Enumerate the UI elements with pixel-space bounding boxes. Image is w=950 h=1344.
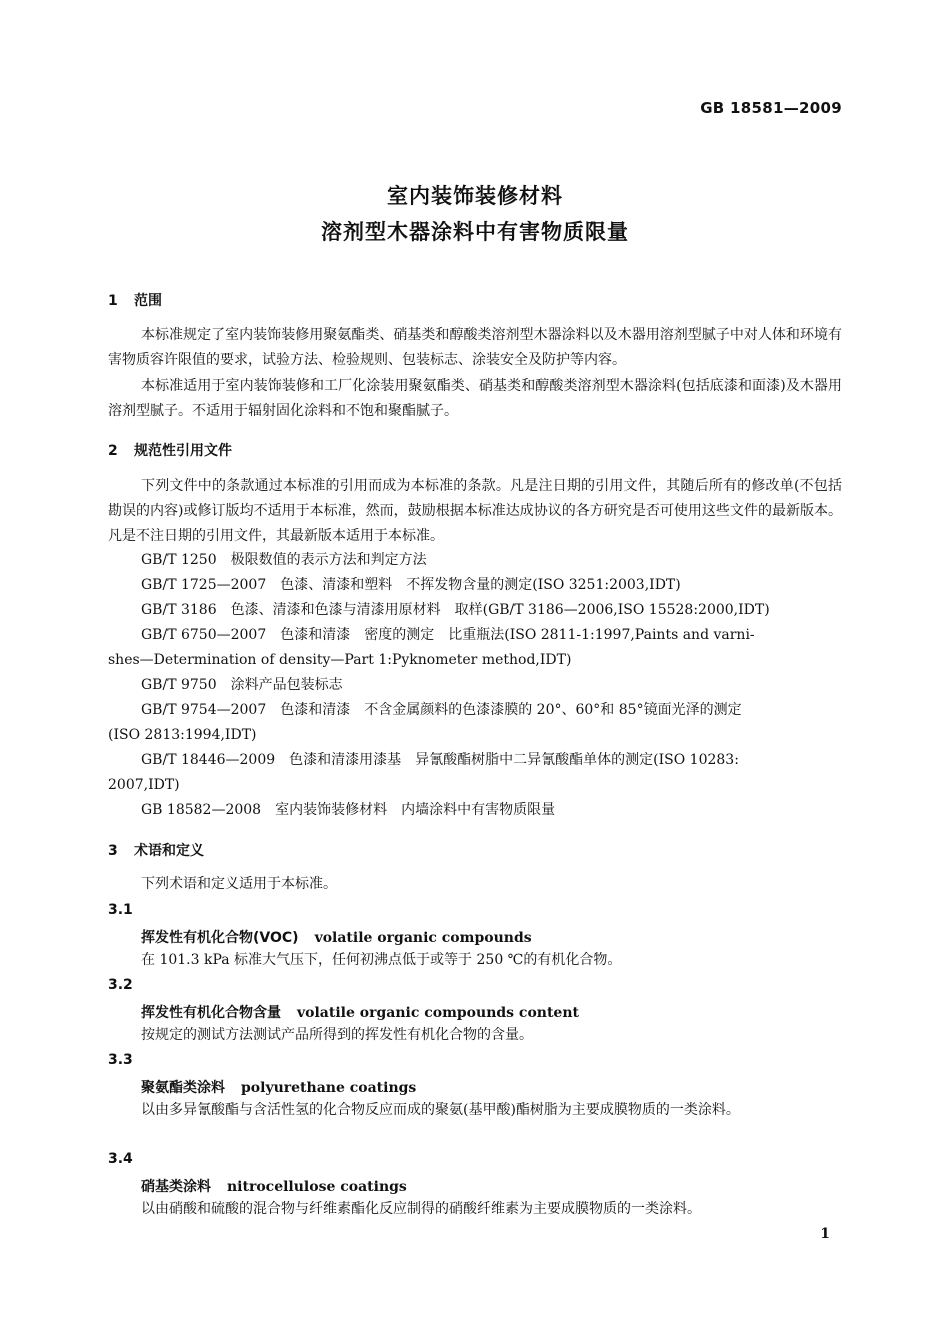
reference-item xyxy=(141,573,842,598)
term-cn: 挥发性有机化合物含量 xyxy=(141,1005,281,1021)
term-definition: 按规定的测试方法测试产品所得到的挥发性有机化合物的含量。 xyxy=(141,1027,533,1043)
reference-item-continuation: shes—Determination of density—Part 1:Pyknometer method,IDT) xyxy=(108,652,572,668)
reference-code: GB/T 1250 xyxy=(141,552,217,568)
title-line-2: 溶剂型木器涂料中有害物质限量 xyxy=(321,220,629,244)
reference-code: GB/T 3186 xyxy=(141,602,217,618)
reference-title: 色漆和清漆 密度的测定 比重瓶法(ISO 2811-1:1997,Paints and varni- xyxy=(280,627,755,643)
term-number: 3.1 xyxy=(108,902,133,918)
reference-code: GB 18582—2008 xyxy=(141,802,262,818)
term-en: polyurethane coatings xyxy=(241,1080,417,1096)
term-heading xyxy=(141,1002,579,1022)
term-heading xyxy=(141,1077,416,1097)
para-text: 下列文件中的条款通过本标准的引用而成为本标准的条款。凡是注日期的引用文件，其随后所有的修改单(不包括勘误的内容)或修订版均不适用于本标准，然而，鼓励根据本标准达成协议的各方研究是否可使用这些文件的最新版本。凡是不注日期的引用文件，其最新版本适用于本标准。 xyxy=(108,478,842,544)
para-text: 本标准规定了室内装饰装修用聚氨酯类、硝基类和醇酸类溶剂型木器涂料以及木器用溶剂型腻子中对人体和环境有害物质容许限值的要求，试验方法、检验规则、包装标志、涂装安全及防护等内容。 xyxy=(108,327,842,368)
section-3-intro: 下列术语和定义适用于本标准。 xyxy=(141,876,337,892)
reference-item xyxy=(141,548,842,573)
reference-title: 涂料产品包装标志 xyxy=(230,677,343,693)
reference-item xyxy=(141,623,842,648)
term-number: 3.4 xyxy=(108,1151,133,1167)
reference-title: 色漆、清漆和色漆与清漆用原材料 取样(GB/T 3186—2006,ISO 15528:2000,IDT) xyxy=(230,602,770,618)
reference-item-continuation: 2007,IDT) xyxy=(108,777,180,793)
reference-title: 色漆和清漆用漆基 异氰酸酯树脂中二异氰酸酯单体的测定(ISO 10283: xyxy=(289,752,739,768)
reference-item xyxy=(141,798,842,823)
reference-item xyxy=(141,673,842,698)
reference-title: 色漆、清漆和塑料 不挥发物含量的测定(ISO 3251:2003,IDT) xyxy=(280,577,681,593)
section-1-para-2 xyxy=(108,374,842,424)
term-definition: 以由硝酸和硫酸的混合物与纤维素酯化反应制得的硝酸纤维素为主要成膜物质的一类涂料。 xyxy=(141,1201,701,1217)
reference-code: GB/T 18446—2009 xyxy=(141,752,276,768)
reference-code: GB/T 1725—2007 xyxy=(141,577,267,593)
reference-title: 室内装饰装修材料 内墙涂料中有害物质限量 xyxy=(275,802,556,818)
reference-item xyxy=(141,698,842,723)
section-number: 2 xyxy=(108,443,118,459)
term-cn: 聚氨酯类涂料 xyxy=(141,1080,225,1096)
section-title: 范围 xyxy=(134,293,162,309)
reference-title: 极限数值的表示方法和判定方法 xyxy=(230,552,427,568)
para-text: 以由多异氰酸酯与含活性氢的化合物反应而成的聚氨(基甲酸)酯树脂为主要成膜物质的一类涂料。 xyxy=(141,1102,740,1118)
standard-number: GB 18581—2009 xyxy=(700,99,842,117)
section-number: 3 xyxy=(108,843,118,859)
section-title: 规范性引用文件 xyxy=(134,443,232,459)
term-number: 3.2 xyxy=(108,977,133,993)
section-number: 1 xyxy=(108,293,118,309)
reference-item-continuation: (ISO 2813:1994,IDT) xyxy=(108,727,257,743)
term-en: volatile organic compounds content xyxy=(297,1005,579,1021)
reference-item xyxy=(141,748,842,773)
section-1-heading xyxy=(108,290,162,310)
section-2-heading xyxy=(108,440,232,460)
reference-code: GB/T 9750 xyxy=(141,677,217,693)
section-3-heading xyxy=(108,840,204,860)
section-title: 术语和定义 xyxy=(134,843,204,859)
term-heading xyxy=(141,927,532,947)
term-en: volatile organic compounds xyxy=(314,930,532,946)
term-en: nitrocellulose coatings xyxy=(227,1179,407,1195)
para-text: 本标准适用于室内装饰装修和工厂化涂装用聚氨酯类、硝基类和醇酸类溶剂型木器涂料(包括底漆和面漆)及木器用溶剂型腻子。不适用于辐射固化涂料和不饱和聚酯腻子。 xyxy=(108,378,842,419)
page-number: 1 xyxy=(820,1226,830,1242)
reference-item xyxy=(141,598,842,623)
reference-code: GB/T 6750—2007 xyxy=(141,627,267,643)
title-line-1: 室内装饰装修材料 xyxy=(387,184,563,208)
term-cn: 挥发性有机化合物(VOC) xyxy=(141,930,299,946)
reference-title: 色漆和清漆 不含金属颜料的色漆漆膜的 20°、60°和 85°镜面光泽的测定 xyxy=(280,702,742,718)
term-number: 3.3 xyxy=(108,1052,133,1068)
term-definition xyxy=(108,1098,842,1123)
reference-code: GB/T 9754—2007 xyxy=(141,702,267,718)
term-definition: 在 101.3 kPa 标准大气压下，任何初沸点低于或等于 250 ℃的有机化合物。 xyxy=(141,952,622,968)
term-heading xyxy=(141,1176,407,1196)
section-1-para-1 xyxy=(108,323,842,373)
term-cn: 硝基类涂料 xyxy=(141,1179,211,1195)
section-2-intro xyxy=(108,474,842,549)
